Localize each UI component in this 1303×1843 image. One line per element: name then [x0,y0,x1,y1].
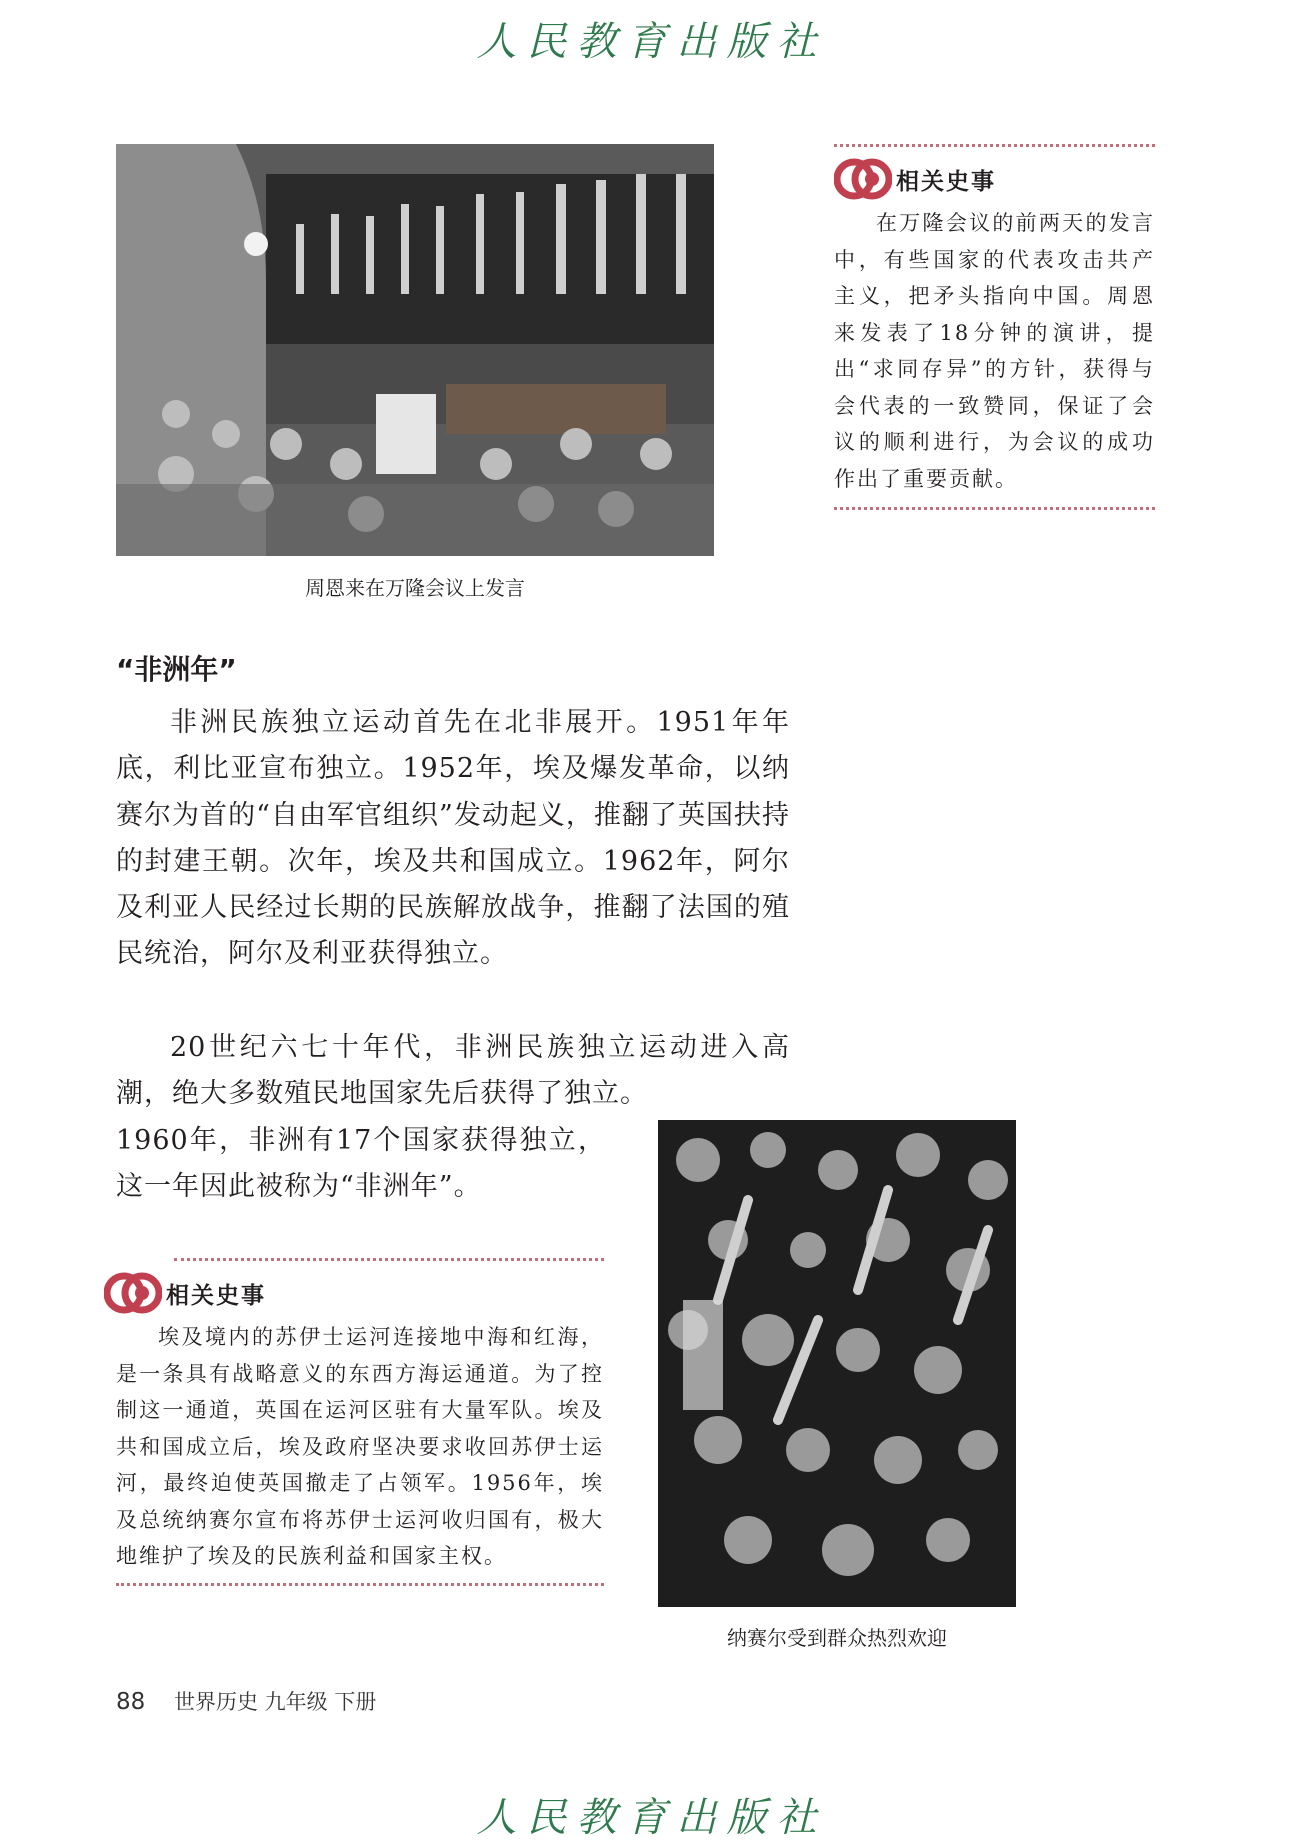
related-history-icon [104,1267,162,1319]
paragraph-1: 非洲民族独立运动首先在北非展开。1951年年底，利比亚宣布独立。1952年，埃及爆发革命，以纳赛尔为首的“自由军官组织”发动起义，推翻了英国扶持的封建王朝。次年，埃及共和国成立。1962年，阿尔及利亚人民经过长期的民族解放战争，推翻了法国的殖民统治，阿尔及利亚获得独立。 [116,707,790,970]
publisher-logo-bottom: 人民教育出版社 [476,1795,827,1841]
box-top-border [834,144,1155,147]
bandung-conference-photo [116,144,714,556]
box-bottom-border [834,507,1155,510]
section-heading: “非洲年” [116,653,237,686]
nasser-crowd-photo [658,1120,1016,1607]
book-title: 世界历史 九年级 下册 [173,1690,377,1714]
related-history-box-bottom [104,1258,604,1586]
box-body-text: 埃及境内的苏伊士运河连接地中海和红海，是一条具有战略意义的东西方海运通道。为了控制这一通道，英国在运河区驻有大量军队。埃及共和国成立后，埃及政府坚决要求收回苏伊士运河，最终迫使英国撤走了占领军。1956年，埃及总统纳赛尔宣布将苏伊士运河收归国有，极大地维护了埃及的民族利益和国家主权。 [116,1325,604,1568]
box-title: 相关史事 [896,168,996,195]
related-history-icon [834,153,892,205]
nasser-photo-caption: 纳赛尔受到群众热烈欢迎 [727,1626,947,1650]
box-top-border [174,1258,604,1261]
paragraph-2a: 20世纪六七十年代，非洲民族独立运动进入高潮，绝大多数殖民地国家先后获得了独立。 [116,1032,790,1110]
page-number: 88 [116,1689,146,1715]
box-body-text: 在万隆会议的前两天的发言中，有些国家的代表攻击共产主义，把矛头指向中国。周恩来发表了18分钟的演讲，提出“求同存异”的方针，获得与会代表的一致赞同，保证了会议的顺利进行，为会议的成功作出了重要贡献。 [834,211,1155,491]
page-footer [116,1686,376,1716]
bandung-photo-caption: 周恩来在万隆会议上发言 [305,576,525,600]
box-bottom-border [116,1583,604,1586]
related-history-box-top [834,144,1155,510]
box-title: 相关史事 [166,1282,266,1309]
paragraph-2b: 1960年，非洲有17个国家获得独立，这一年因此被称为“非洲年”。 [116,1125,606,1203]
publisher-logo-top: 人民教育出版社 [476,19,827,65]
